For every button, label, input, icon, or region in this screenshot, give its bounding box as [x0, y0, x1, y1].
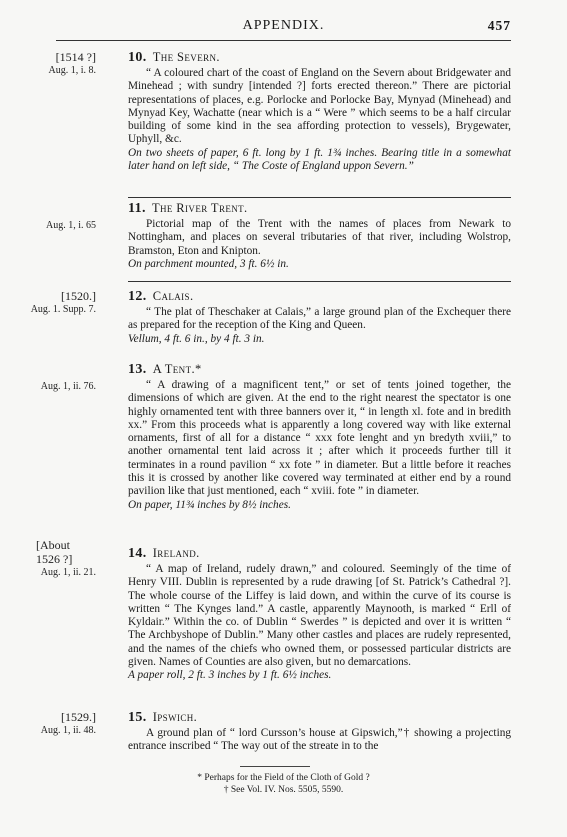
- entry-text: “ The plat of Theschaker at Calais,” a large ground plan of the Exchequer there as prepared for the reception of the King and Queen.: [128, 306, 511, 332]
- entry-note: Vellum, 4 ft. 6 in., by 4 ft. 3 in.: [128, 332, 265, 345]
- entry-date: [About 1526 ?]: [36, 538, 73, 566]
- running-head-title: APPENDIX.: [242, 18, 325, 33]
- entry-reference: Aug. 1. Supp. 7.: [30, 304, 96, 315]
- entry-title: Ipswich.: [152, 710, 198, 724]
- entry-heading: [128, 289, 508, 305]
- entry-number: 11.: [128, 201, 146, 216]
- entry-body: [128, 67, 511, 173]
- entry-number: 15.: [128, 710, 147, 725]
- entry-text: A ground plan of “ lord Cursson’s house at Gipswich,”† showing a projecting entrance inscribed “ The way out of the streate in to the: [128, 727, 511, 753]
- page-number: 457: [487, 18, 511, 33]
- entry-date: [1529.]: [61, 710, 96, 724]
- entry-title: The River Trent.: [151, 201, 248, 215]
- entry-title: The Severn.: [152, 50, 220, 64]
- entry-title: Calais.: [152, 289, 194, 303]
- entry-reference: Aug. 1, ii. 21.: [40, 567, 96, 578]
- header-rule: [56, 40, 511, 41]
- entry-heading: [128, 546, 508, 562]
- entry-note: On paper, 11¾ inches by 8½ inches.: [128, 498, 291, 511]
- entry-text: “ A coloured chart of the coast of England on the Severn about Bridgewater and Minehead ; with sundry [intended ?] forts erected thereon.” There are pictorial representations of places, e.g. Porlocke and Porlocke Bay, Mynyad (Minehead) and Mynyad Key, Wachatte (near which is a “ Were ” which seems to be a half circular building of some kind in the sea affording protection to vessels), Brygewater, Uphyll, &c.: [128, 67, 511, 146]
- entry-divider: [128, 197, 511, 198]
- entry-number: 12.: [128, 289, 147, 304]
- entry-side-note: [0, 538, 96, 580]
- entry-title: Ireland.: [152, 546, 200, 560]
- entry-title: A Tent.*: [152, 362, 202, 376]
- entry-note: On parchment mounted, 3 ft. 6½ in.: [128, 257, 289, 270]
- footnote-rule: [240, 766, 310, 767]
- entry-text: “ A drawing of a magnificent tent,” or set of tents joined together, the dimensions of which are given. At the end to the right nearest the spectator is one highly ornamented tent with three banners over it, “ in length xl. fote and in bredith xx.” From this proceeds what is apparently a long covered way with like external ornaments, first of all for a distance “ xxx fote lenght and yn bredyth xviii,” to another ornamental tent laid across it ; after which it proceeds further till it terminates in a round pavilion “ xx fote ” in diameter. But a little before it reaches this it is crossed by another like covered way terminated at either end by a round pavilion like that just mentioned, each “ xviii. fote ” in diameter.: [128, 379, 511, 498]
- entry-reference: Aug. 1, i. 65: [46, 220, 96, 231]
- entry-side-note: [0, 219, 96, 233]
- entry-reference: Aug. 1, i. 8.: [48, 65, 96, 76]
- entry-side-note: [0, 380, 96, 394]
- entry-number: 14.: [128, 546, 147, 561]
- entry-side-note: [0, 289, 96, 317]
- entry-body: [128, 563, 511, 683]
- entry-body: [128, 379, 511, 512]
- entry-date: [1520.]: [61, 289, 96, 303]
- entry-heading: [128, 50, 508, 66]
- entry-text: Pictorial map of the Trent with the names of places from Newark to Nottingham, and places on several tributaries of that river, including Wolstrop, Bramston, Eton and Knipton.: [128, 218, 511, 257]
- entry-note: On two sheets of paper, 6 ft. long by 1 ft. 1¾ inches. Bearing title in a somewhat later hand on left side, “ The Coste of England uppon Severn.”: [128, 146, 511, 173]
- entry-body: [128, 218, 511, 271]
- entry-side-note: [0, 50, 96, 78]
- entry-number: 13.: [128, 362, 147, 377]
- entry-reference: Aug. 1, ii. 48.: [40, 725, 96, 736]
- entry-heading: [128, 201, 508, 217]
- entry-text: “ A map of Ireland, rudely drawn,” and coloured. Seemingly of the time of Henry VIII. Dublin is represented by a rude drawing [of St. Patrick’s Cathedral ?]. The whole course of the Liffey is laid down, and within the curve of its course is written “ The Kynges land.” A castle, apparently Maynooth, is marked “ Erll of Kyldair.” Within the co. of Dublin “ Swerdes ” is depicted and over it is written “ The Archbyshope of Dublin.” Many other castles and places are rudely represented, and the names of the chiefs who owned them, or possessed particular districts are given. Names of Counties are also given, but no demarcations.: [128, 563, 511, 669]
- entry-heading: [128, 362, 508, 378]
- entry-heading: [128, 710, 508, 726]
- footnotes: [0, 772, 567, 796]
- entry-divider: [128, 281, 511, 282]
- entry-note: A paper roll, 2 ft. 3 inches by 1 ft. 6½ inches.: [128, 669, 332, 682]
- entry-number: 10.: [128, 50, 147, 65]
- entry-date: [1514 ?]: [55, 50, 96, 64]
- footnote: * Perhaps for the Field of the Cloth of Gold ?: [197, 773, 370, 783]
- entry-body: [128, 727, 511, 754]
- entry-reference: Aug. 1, ii. 76.: [40, 381, 96, 392]
- footnote: † See Vol. IV. Nos. 5505, 5590.: [223, 785, 344, 795]
- entry-body: [128, 306, 511, 346]
- running-head: [0, 18, 567, 38]
- entry-side-note: [0, 710, 96, 738]
